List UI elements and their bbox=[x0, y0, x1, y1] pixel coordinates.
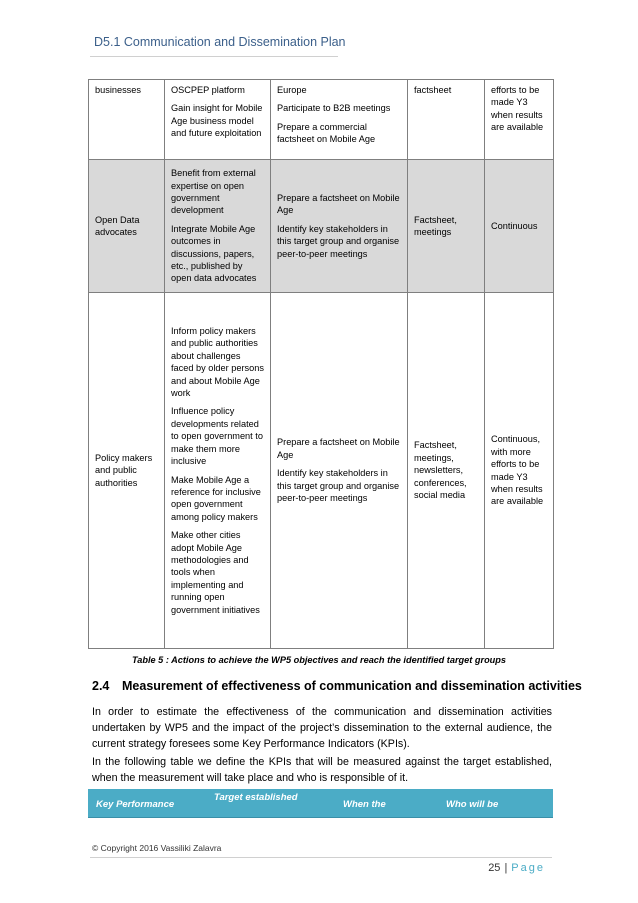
actions-cell bbox=[271, 160, 408, 293]
action-text: Prepare a factsheet on Mobile Age bbox=[277, 437, 400, 460]
timing-cell: Continuous bbox=[485, 160, 554, 293]
kpi-header-cell: Key Performance bbox=[96, 799, 175, 810]
kpi-header-cell: Target established bbox=[214, 792, 298, 803]
table-row bbox=[89, 80, 554, 160]
objective-text: Benefit from external expertise on open government development bbox=[171, 168, 256, 216]
body-paragraph: In the following table we define the KPIs that will be measured against the target established, when the measurement will take place and who is responsible of it. bbox=[92, 756, 552, 784]
target-group-cell: Open Data advocates bbox=[89, 160, 165, 293]
table-row bbox=[89, 293, 554, 649]
page-label: Page bbox=[511, 862, 545, 874]
page-separator: | bbox=[504, 862, 508, 874]
kpi-header-cell: When the bbox=[343, 799, 386, 810]
table-row bbox=[89, 160, 554, 293]
footer-divider bbox=[90, 857, 552, 858]
target-group-cell: businesses bbox=[89, 80, 165, 160]
table-caption: Table 5 : Actions to achieve the WP5 objectives and reach the identified target groups bbox=[131, 655, 507, 665]
objectives-cell bbox=[165, 80, 271, 160]
action-text: Identify key stakeholders in this target group and organise peer-to-peer meetings bbox=[277, 468, 400, 504]
objectives-cell bbox=[165, 293, 271, 649]
objective-text: Influence policy developments related to open government to make them more inclusive bbox=[171, 406, 263, 467]
kpi-header-cell: Who will be bbox=[446, 799, 499, 810]
section-heading bbox=[92, 679, 582, 693]
copyright-notice: © Copyright 2016 Vassiliki Zalavra bbox=[92, 843, 222, 853]
actions-cell bbox=[271, 80, 408, 160]
objectives-cell bbox=[165, 160, 271, 293]
objective-text: OSCPEP platform bbox=[171, 85, 245, 95]
section-title: Measurement of effectiveness of communication and dissemination activities bbox=[122, 679, 582, 693]
page-number bbox=[488, 862, 545, 874]
objective-text: Gain insight for Mobile Age business model and future exploitation bbox=[171, 103, 263, 139]
timing-cell: efforts to be made Y3 when results are available bbox=[485, 80, 554, 160]
actions-cell bbox=[271, 293, 408, 649]
running-header: D5.1 Communication and Dissemination Plan bbox=[94, 35, 346, 49]
objective-text: Integrate Mobile Age outcomes in discussions, papers, etc., published by open data advocates bbox=[171, 223, 257, 284]
channels-cell: Factsheet, meetings bbox=[408, 160, 485, 293]
action-text: Prepare a commercial factsheet on Mobile Age bbox=[277, 121, 376, 145]
page-number-value: 25 bbox=[488, 862, 501, 874]
header-divider bbox=[90, 56, 338, 57]
section-number: 2.4 bbox=[92, 679, 110, 693]
channels-cell: factsheet bbox=[408, 80, 485, 160]
action-text: Identify key stakeholders in this target group and organise peer-to-peer meetings bbox=[277, 223, 400, 259]
action-text: Europe bbox=[277, 85, 307, 95]
kpi-table-header bbox=[88, 789, 553, 818]
objective-text: Make other cities adopt Mobile Age methodologies and tools when implementing and running open government initiatives bbox=[171, 530, 260, 615]
objective-text: Make Mobile Age a reference for inclusive open government among policy makers bbox=[171, 474, 261, 522]
body-paragraph: In order to estimate the effectiveness of the communication and dissemination activities undertaken by WP5 and the impact of the project’s dissemination to the external audience, the current strategy foresees some Key Performance Indicators (KPIs). bbox=[92, 706, 552, 750]
channels-cell: Factsheet, meetings, newsletters, conferences, social media bbox=[408, 293, 485, 649]
timing-cell: Continuous, with more efforts to be made Y3 when results are available bbox=[485, 293, 554, 649]
action-text: Participate to B2B meetings bbox=[277, 103, 391, 114]
target-group-cell: Policy makers and public authorities bbox=[89, 293, 165, 649]
objective-text: Inform policy makers and public authorities about challenges faced by older persons and about Mobile Age work bbox=[171, 326, 264, 399]
actions-table bbox=[88, 79, 554, 649]
action-text: Prepare a factsheet on Mobile Age bbox=[277, 192, 400, 216]
